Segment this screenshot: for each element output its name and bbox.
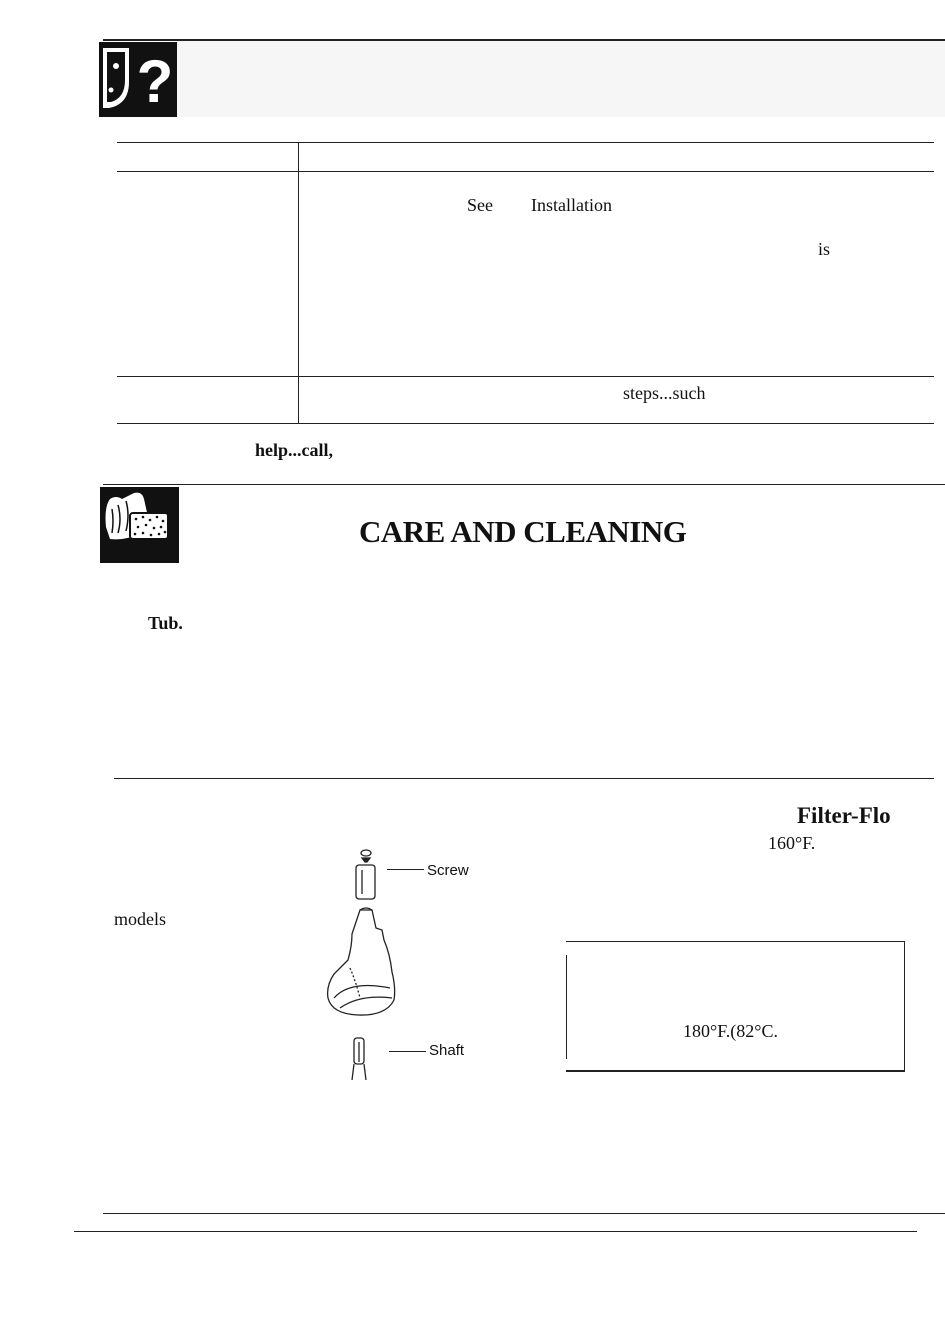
table-bottom-rule (117, 423, 934, 424)
table-text-installation: Installation (531, 195, 612, 215)
care-and-cleaning-heading: CARE AND CLEANING (359, 514, 687, 549)
filter-flo-label: Filter-Flo (797, 803, 891, 828)
footer-rule-lower (74, 1231, 917, 1232)
screw-leader-line (387, 869, 424, 870)
header-shade-band (176, 41, 945, 117)
table-header-rule (117, 171, 934, 172)
note-box-left-edge (566, 955, 567, 1059)
section-divider-rule (114, 778, 934, 779)
table-text-see: See (467, 195, 493, 215)
sponge-hand-icon (100, 487, 179, 563)
shaft-leader-line (389, 1051, 426, 1052)
temperature-note-box (566, 941, 905, 1072)
care-header-rule (103, 484, 945, 485)
temperature-160: 160°F. (768, 833, 816, 853)
footer-rule-upper (103, 1213, 945, 1214)
temperature-180: 180°F.(82°C. (683, 1021, 778, 1041)
help-call-text: help...call, (255, 440, 334, 460)
table-row-rule (117, 376, 934, 377)
question-mark-icon (99, 42, 177, 117)
table-text-is: is (818, 239, 831, 259)
table-column-divider (298, 142, 299, 423)
table-text-steps-such: steps...such (623, 383, 706, 403)
models-label: models (114, 909, 166, 929)
table-top-rule (117, 142, 934, 143)
screw-label: Screw (427, 862, 469, 879)
tub-label: Tub. (148, 613, 183, 633)
spray-arm-diagram (320, 848, 400, 1080)
shaft-label: Shaft (429, 1042, 465, 1059)
svg-text:?: ? (136, 48, 174, 115)
